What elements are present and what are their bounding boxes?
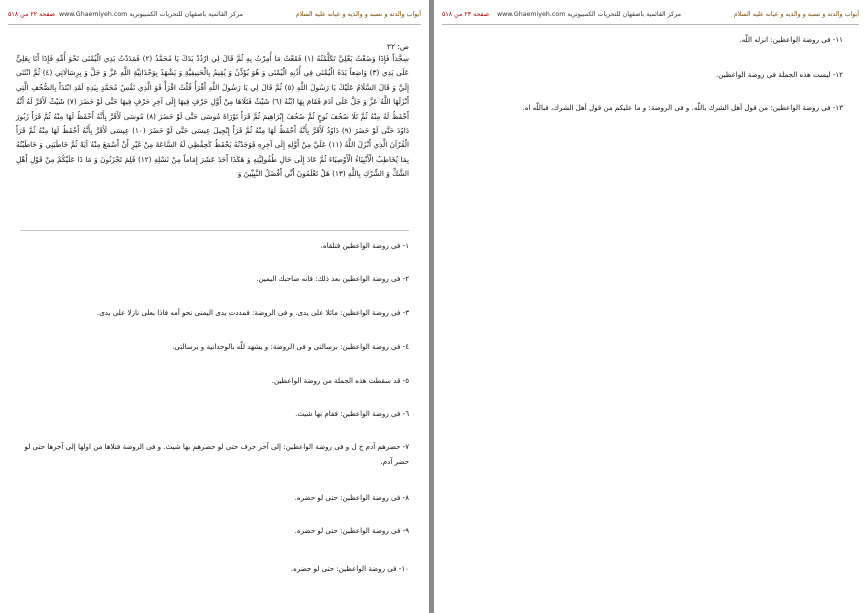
header-title: أبواب والدته و نسبه و والديه و عيانه عليه السلام (733, 11, 859, 18)
page-header (8, 9, 421, 21)
footnote: ٣- فى روضة الواعظين: مائلا على يدى. و فى الروضة: فمددت يدى اليمنى نحو أمه فاذا بعلى نازلا على يدى. (97, 308, 409, 317)
footnote: ٥- قد سقطت هذه الجملة من روضة الواعظين. (271, 376, 409, 385)
page-reference: ص: ٢٢ (386, 42, 409, 51)
page-number: صفحة ٢٢ من ٥١٨ (8, 11, 56, 18)
footnote: ٩- فى روضة الواعظين: حتى لو حضره. (294, 526, 409, 535)
left-page (0, 0, 429, 613)
header-site: مرکز القائمية باصفهان للتحريات الكمبيوترية www.Ghaemiyeh.com (496, 11, 681, 18)
header-rule (8, 24, 421, 25)
header-rule (442, 24, 859, 25)
footnote: ١١- فى روضة الواعظين: انزله اللّه. (739, 35, 843, 44)
footnote: ١٢- ليست هذه الجملة فى روضة الواعظين. (715, 70, 843, 79)
footnote: ٧- حضرهم آدم خ ل و فى روضة الواعظين: إلى آخر حرف حتى لو حضرهم بها شيث. و فى الروضة فتلاها من اولها إلى آخرها حتى لو حضر آدم. (24, 442, 409, 466)
page-number: صفحة ٢٣ من ٥١٨ (442, 11, 490, 18)
header-site: مرکز القائمية باصفهان للتحريات الكمبيوترية www.Ghaemiyeh.com (58, 11, 243, 18)
footnote: ٢- فى روضة الواعظين بعد ذلك: فانه صاحبك اليمين. (256, 274, 409, 283)
footnote: ٨- فى روضة الواعظين: حتى لو حضره. (294, 493, 409, 502)
footnote: ١- فى روضة الواعظين فتلقاه. (320, 241, 409, 250)
footnote-separator (20, 230, 409, 231)
page-header (442, 9, 859, 21)
footnote: ١٣- فى روضة الواعظين: من قول أهل الشرك باللّه. و فى الروضة: و ما عليكم من قول أهل الشرك، فباللّه اه. (522, 103, 843, 112)
footnote: ٤- فى روضة الواعظين: برسالتى و فى الروضة: و يشهد للّه بالوحدانية و برسالتى. (172, 342, 409, 351)
footnote: ٦- فى روضة الواعظين: فقام بها شيث. (295, 409, 409, 418)
footnote: ١٠- فى روضة الواعظين: حتى لو حضره. (290, 564, 409, 573)
header-title: أبواب والدته و نسبه و والديه و عيانه عليه السلام (295, 11, 421, 18)
right-page (434, 0, 867, 613)
main-text: سِجَّداً فَإِذَا وَضَعْتُ يَعْلِيَّ تَكَلَّمْتُهُ (١) فَقَعْتُ مَا أُمِرْتُ بِهِ ثُمَّ قَالَ لِي ارْدُدْ يَدَكَ يَا مُحَمَّدُ (٢) فَمَدَدْتُ يَدِي الْيُمْنَى نَحْوَ أُمِّهِ فَإِذَا أَنَا بِعَلِيٍّ عَلَى يَدِي (٣) وَاضِعاً يَدَهُ الْيُمْنَى فِي أُذُنِهِ الْيُمْنَى وَ هُوَ يُؤَذِّنُ وَ يُقِيمُ بِالْحَنِيفِيَّةِ وَ يَشْهَدُ بِوَحْدَانِيَّةِ اللَّهِ عَزَّ وَ جَلَّ وَ بِرِسَالَاتِي (٤) ثُمَّ انْثَنَى إِلَيَّ وَ قَالَ السَّلَامُ عَلَيْكَ يَا رَسُولَ اللَّهِ (٥) ثُمَّ قَالَ لِي يَا رَسُولَ اللَّهِ أَقْرَأُ قُلْتُ اقْرَأْ فَوَ الَّذِي نَفْسُ مُحَمَّدٍ بِيَدِهِ لَقَدِ ابْتَدَأَ بِالصُّحُفِ الَّتِي أَنْزَلَهَا اللَّهُ عَزَّ وَ جَلَّ عَلَى آدَمَ فَقَامَ بِهَا ابْنُهُ (٦) شَيْثٌ فَتَلَاهَا مِنْ أَوَّلِ حَرْفٍ فِيهَا إِلَى آخِرِ حَرْفٍ فِيهَا حَتَّى لَوْ حَضَرَ (٧) شَيْثٌ لَأَقَرَّ لَهُ أَنَّهُ أَحْفَظُ لَهُ مِنْهُ ثُمَّ تَلَا صُحُفَ نُوحٍ ثُمَّ صُحُفَ إِبْرَاهِيمَ ثُمَّ قَرَأَ تَوْرَاةَ مُوسَى حَتَّى لَوْ حَضَرَ (٨) مُوسَى لَأَقَرَّ بِأَنَّهُ أَحْفَظُ لَهَا مِنْهُ ثُمَّ قَرَأَ زَبُورَ دَاوُدَ حَتَّى لَوْ حَضَرَ (٩) دَاوُدُ لَأَقَرَّ بِأَنَّهُ أَحْفَظُ لَهَا مِنْهُ ثُمَّ قَرَأَ إِنْجِيلَ عِيسَى حَتَّى لَوْ حَضَرَ (١٠) عِيسَى لَأَقَرَّ بِأَنَّهُ أَحْفَظُ لَهَا مِنْهُ ثُمَّ قَرَأَ الْقُرْآنَ الَّذِي أَنْزَلَ اللَّهُ (١١) عَلَيَّ مِنْ أَوَّلِهِ إِلَى آخِرِهِ فَوَجَدْتُهُ يَحْفَظُ كَحِفْظِي لَهُ السَّاعَةَ مِنْ غَيْرِ أَنْ أَسْمَعَ مِنْهُ آيَةً ثُمَّ خَاطَبَنِي وَ خَاطَبْتُهُ بِمَا يُخَاطِبُ الْأَنْبِيَاءُ الْأَوْصِيَاءَ ثُمَّ عَادَ إِلَى حَالِ طُفُولِيَّتِهِ وَ هَكَذَا أَحَدَ عَشَرَ إِمَاماً مِنْ نَسْلِهِ (١٢) فَلِمَ تَحْزَنُونَ وَ مَا ذَا عَلَيْكُمْ مِنْ قَوْلِ أَهْلِ الشَّكِّ وَ الشِّرْكِ بِاللَّهِ (١٣) هَلْ تَعْلَمُونَ أَنِّي أَفْضَلُ النَّبِيِّينَ وَ (16, 54, 410, 179)
